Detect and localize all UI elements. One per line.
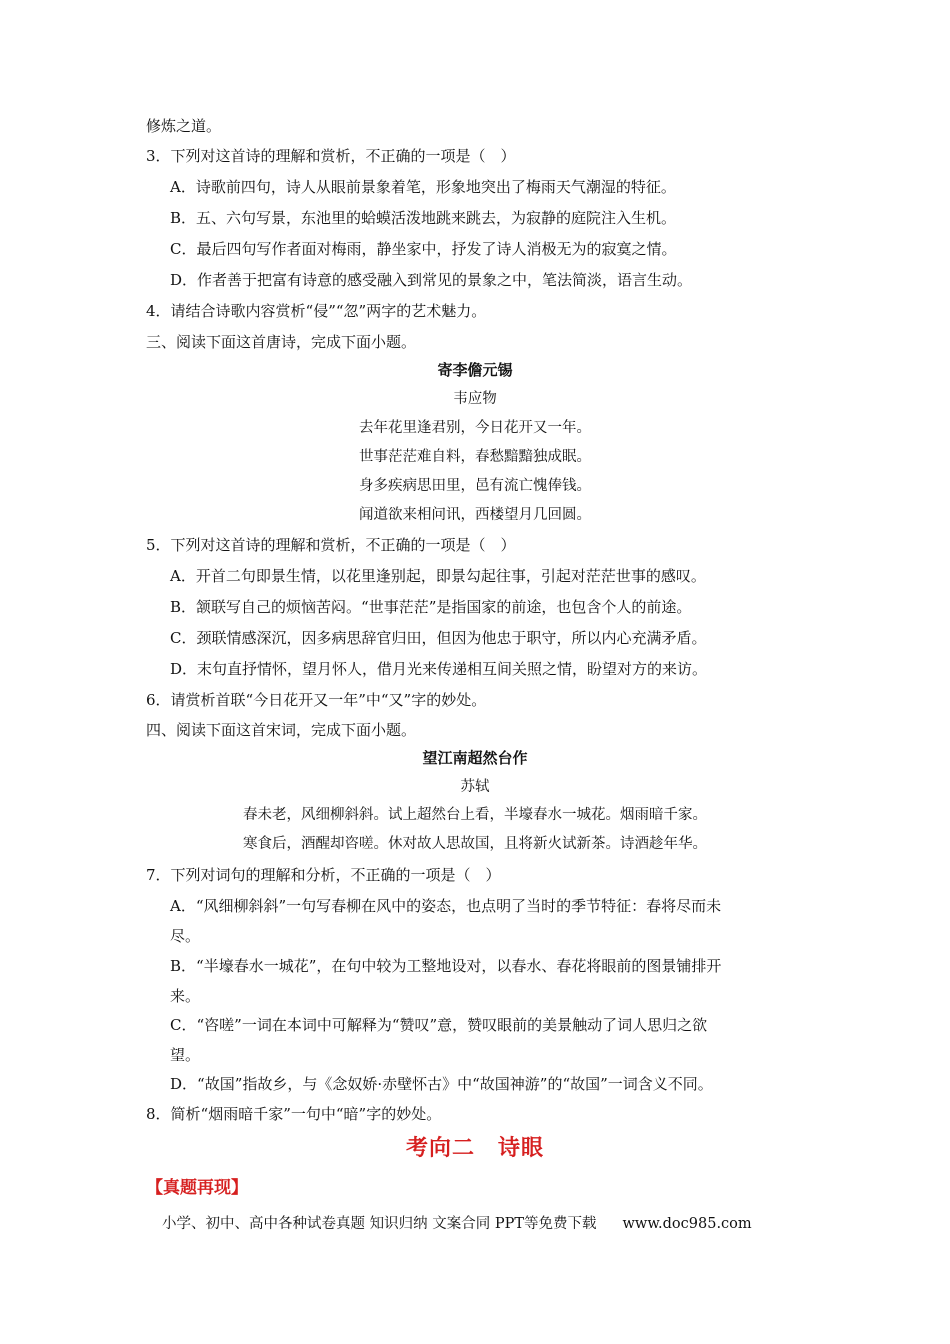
real-exam-tag: 【真题再现】 xyxy=(146,1178,248,1198)
poem-1-line: 闻道欲来相问讯，西楼望月几回圆。 xyxy=(359,507,591,523)
footer-link[interactable]: www.doc985.com xyxy=(622,1216,752,1232)
poem-2-line: 寒食后，酒醒却咨嗟。休对故人思故国，且将新火试新茶。诗酒趁年华。 xyxy=(243,836,707,852)
poem-1-line: 身多疾病思田里，邑有流亡愧俸钱。 xyxy=(359,478,591,494)
question-7-option-c: C．“咨嗟”一词在本词中可解释为“赞叹”意，赞叹眼前的美景触动了词人思归之欲 xyxy=(170,1016,708,1034)
section-3-heading: 三、阅读下面这首唐诗，完成下面小题。 xyxy=(146,333,417,351)
question-6: 6．请赏析首联“今日花开又一年”中“又”字的妙处。 xyxy=(146,691,487,709)
poem-1-line: 去年花里逢君别，今日花开又一年。 xyxy=(359,420,591,436)
question-3-option-b: B．五、六句写景，东池里的蛤蟆活泼地跳来跳去，为寂静的庭院注入生机。 xyxy=(170,209,677,227)
question-5-option-b: B．颔联写自己的烦恼苦闷。“世事茫茫”是指国家的前途，也包含个人的前途。 xyxy=(170,598,692,616)
footer xyxy=(162,1214,752,1234)
section-4-heading: 四、阅读下面这首宋词，完成下面小题。 xyxy=(146,721,417,739)
intro-tail: 修炼之道。 xyxy=(146,117,222,135)
question-7-option-c-cont: 望。 xyxy=(170,1046,201,1064)
question-5-stem: 5．下列对这首诗的理解和赏析，不正确的一项是（ ） xyxy=(146,536,516,554)
footer-text: 小学、初中、高中各种试卷真题 知识归纳 文案合同 PPT等免费下载 xyxy=(162,1216,597,1232)
question-3-option-d: D．作者善于把富有诗意的感受融入到常见的景象之中，笔法简淡，语言生动。 xyxy=(170,271,693,289)
question-7-option-b: B．“半壕春水一城花”，在句中较为工整地设对，以春水、春花将眼前的图景铺排开 xyxy=(170,957,722,975)
poem-1-title: 寄李儋元锡 xyxy=(437,361,513,379)
question-3-option-a: A．诗歌前四句，诗人从眼前景象着笔，形象地突出了梅雨天气潮湿的特征。 xyxy=(170,178,676,196)
question-7-option-a-cont: 尽。 xyxy=(170,927,201,945)
question-5-option-a: A．开首二句即景生情，以花里逢别起，即景勾起往事，引起对茫茫世事的感叹。 xyxy=(170,567,706,585)
question-3-stem: 3．下列对这首诗的理解和赏析，不正确的一项是（ ） xyxy=(146,147,516,165)
poem-1-author: 韦应物 xyxy=(453,391,497,407)
question-7-option-b-cont: 来。 xyxy=(170,987,201,1005)
poem-2-author: 苏轼 xyxy=(460,779,490,795)
section-title: 考向二 诗眼 xyxy=(405,1135,544,1161)
poem-1-line: 世事茫茫难自料，春愁黯黯独成眠。 xyxy=(359,449,591,465)
poem-2-title: 望江南超然台作 xyxy=(422,749,528,767)
question-7-option-d: D．“故国”指故乡，与《念奴娇·赤壁怀古》中“故国神游”的“故国”一词含义不同。 xyxy=(170,1075,713,1093)
question-5-option-c: C．颈联情感深沉，因多病思辞官归田，但因为他忠于职守，所以内心充满矛盾。 xyxy=(170,629,707,647)
question-3-option-c: C．最后四句写作者面对梅雨，静坐家中，抒发了诗人消极无为的寂寞之情。 xyxy=(170,240,677,258)
question-8: 8．简析“烟雨暗千家”一句中“暗”字的妙处。 xyxy=(146,1105,442,1123)
question-5-option-d: D．末句直抒情怀，望月怀人，借月光来传递相互间关照之情，盼望对方的来访。 xyxy=(170,660,708,678)
poem-2-line: 春未老，风细柳斜斜。试上超然台上看，半壕春水一城花。烟雨暗千家。 xyxy=(243,807,707,823)
question-7-stem: 7．下列对词句的理解和分析，不正确的一项是（ ） xyxy=(146,866,501,884)
question-4: 4．请结合诗歌内容赏析“侵”“忽”两字的艺术魅力。 xyxy=(146,302,487,320)
question-7-option-a: A．“风细柳斜斜”一句写春柳在风中的姿态，也点明了当时的季节特征：春将尽而未 xyxy=(170,897,722,915)
